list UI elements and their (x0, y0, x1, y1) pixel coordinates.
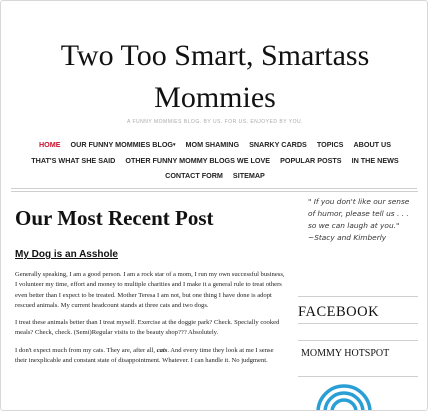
post-paragraph-1-text: Generally speaking, I am a good person. I am a rock star of a mom, I run my own successful business, I volunteer my time, effort and money to multiple charities and I make it a general rule to treat others even better than I expect to be treated. Mother Teresa I am not, but one thing I have done is adopt rescued animals. My current headcount stands at three cats and two dogs. (15, 271, 285, 309)
para3-text-b: . And every time they look at me I sense their inexplicable and constant state of disappointment. Whatever. I can handle it. No judgment. (15, 346, 274, 365)
site-title-line2[interactable]: Mommies (154, 81, 276, 114)
wifi-arc-inner (332, 400, 356, 411)
facebook-divider (298, 323, 418, 324)
nav-item-popular-posts[interactable]: POPULAR POSTS (280, 156, 342, 165)
nav-item-in-the-news[interactable]: IN THE NEWS (351, 156, 399, 165)
nav-item-mom-shaming[interactable]: MOM SHAMING (185, 140, 240, 149)
main-content (15, 197, 285, 366)
site-title-line1[interactable]: Two Too Smart, Smartass (60, 39, 370, 72)
nav-item-other-funny-mommy-blogs[interactable]: OTHER FUNNY MOMMY BLOGS WE LOVE (125, 156, 271, 165)
hotspot-divider (298, 376, 418, 377)
facebook-widget-divider (298, 340, 418, 341)
nav-item-about-us[interactable]: ABOUT US (353, 140, 392, 149)
wifi-arc-middle (325, 393, 363, 411)
mommy-hotspot-heading: MOMMY HOTSPOT (301, 348, 390, 359)
wifi-icon[interactable] (314, 382, 374, 411)
nav-divider-top (11, 188, 417, 189)
para3-text-a: I don't expect much from my cats. They are, after all, (15, 346, 157, 354)
sidebar-quote: " If you don't like our sense of humor, please tell us . . . so we can laugh at you." ~Stacy and Kimberly (308, 197, 410, 242)
nav-item-thats-what-she-said[interactable]: THAT'S WHAT SHE SAID (31, 156, 116, 165)
post-paragraph-3 (15, 346, 285, 367)
post-paragraph-2 (15, 318, 285, 339)
main-nav-row-1 (1, 140, 428, 149)
para3-emphasis: cats (156, 346, 168, 354)
nav-item-contact-form[interactable]: CONTACT FORM (165, 171, 223, 180)
post-paragraph-2-text: I treat these animals better than I treat myself. Exercise at the doggie park? Check. Specially cooked meals? Check, check. (Semi)Regular visits to the beauty shop??? Absolutely. (15, 319, 280, 337)
nav-item-home[interactable]: HOME (38, 140, 61, 149)
nav-item-sitemap[interactable]: SITEMAP (232, 171, 265, 180)
sidebar (298, 191, 418, 297)
nav-item-label: OUR FUNNY MOMMIES BLOG (70, 140, 174, 149)
main-nav-row-3 (1, 171, 428, 180)
facebook-heading: FACEBOOK (298, 304, 380, 320)
post-paragraph-3-text (15, 346, 285, 367)
site-tagline: A FUNNY MOMMIES BLOG. BY US. FOR US. ENJOYED BY YOU. (127, 119, 303, 125)
nav-item-our-funny-mommies-blog[interactable] (71, 140, 176, 149)
post-title-link[interactable]: My Dog is an Asshole (15, 249, 118, 260)
sidebar-quote-box (298, 191, 418, 297)
nav-item-topics[interactable]: TOPICS (316, 140, 344, 149)
dropdown-caret-icon: ▾ (173, 142, 176, 149)
post-paragraph-1 (15, 270, 285, 311)
nav-item-snarky-cards[interactable]: SNARKY CARDS (249, 140, 307, 149)
page-heading: Our Most Recent Post (15, 206, 214, 230)
main-nav-row-2 (1, 156, 428, 165)
